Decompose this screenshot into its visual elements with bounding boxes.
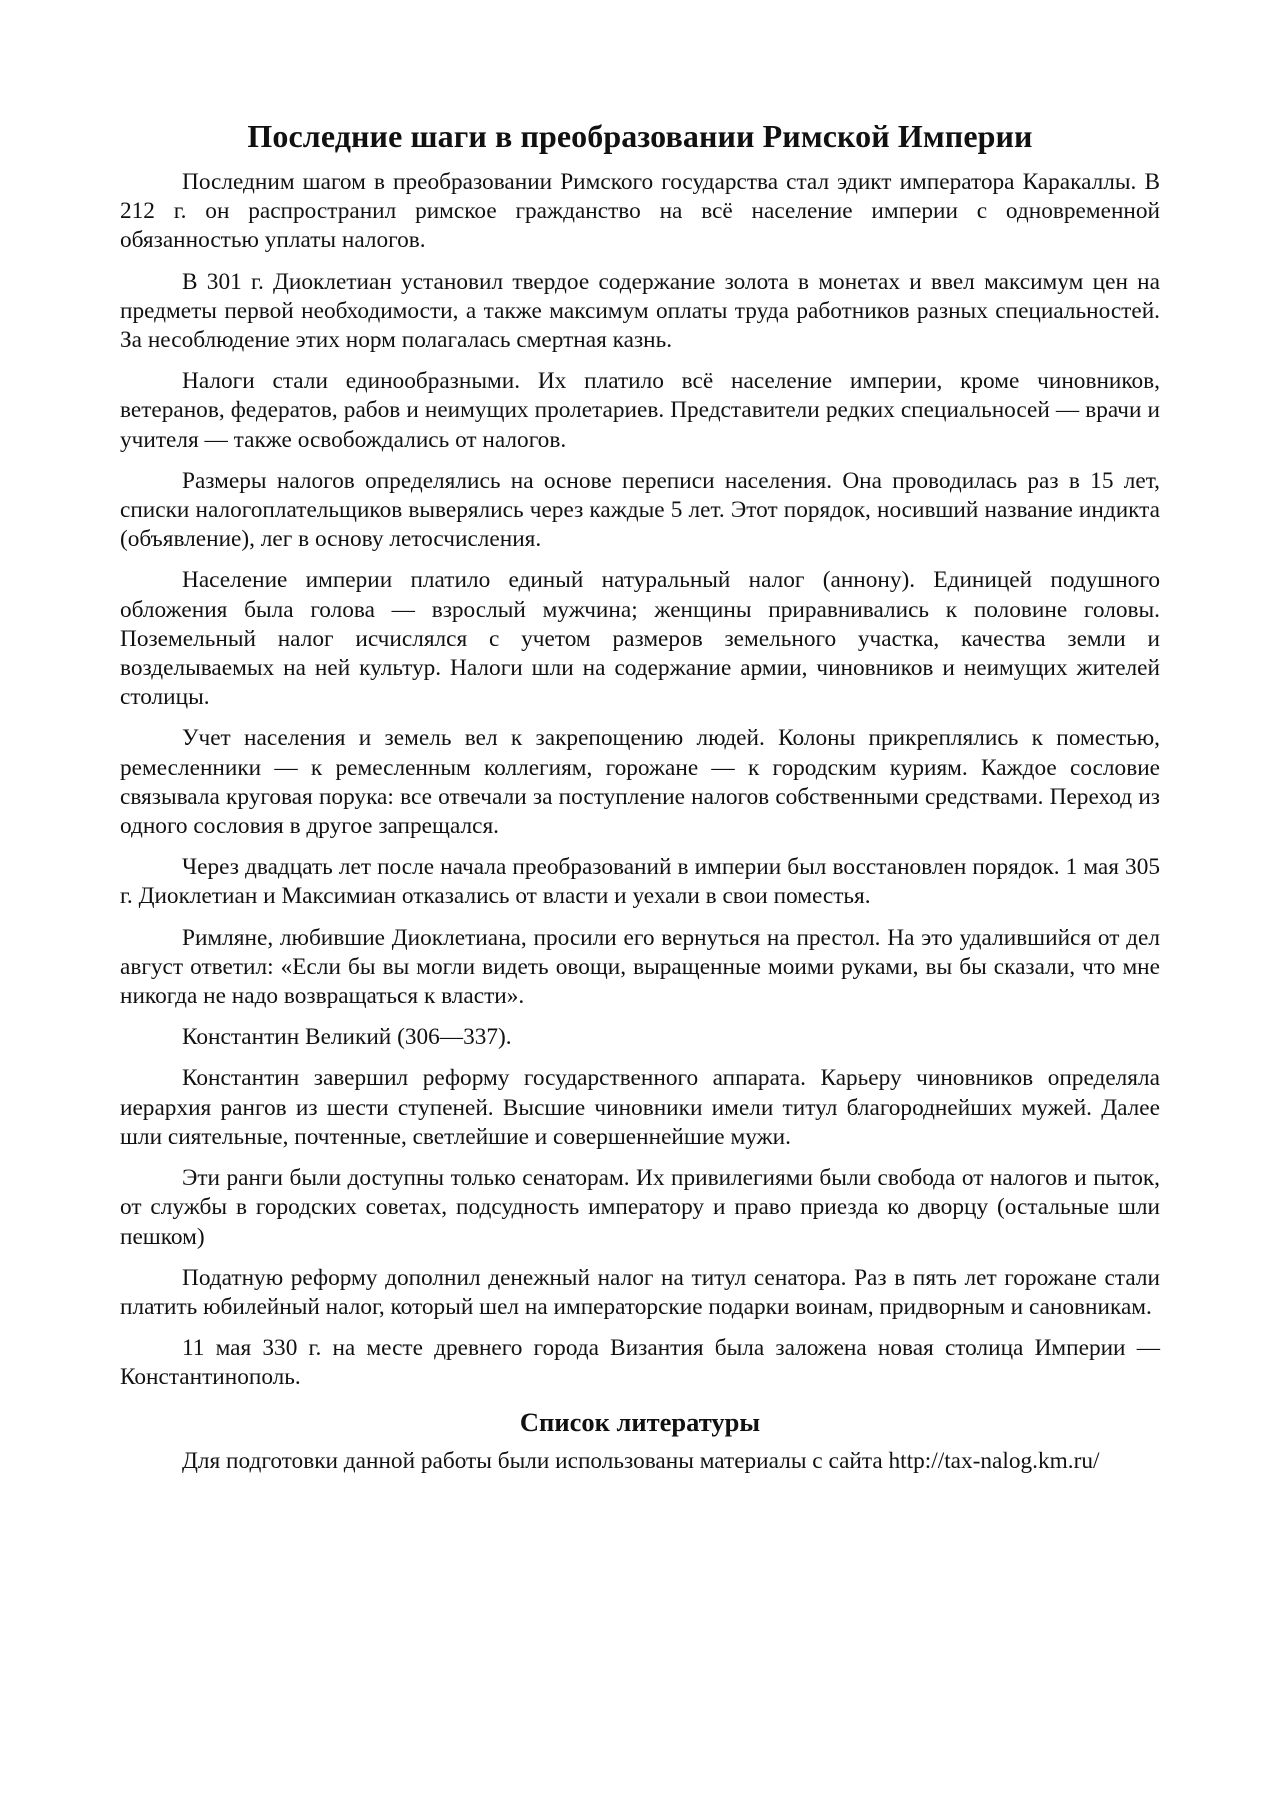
paragraph: 11 мая 330 г. на месте древнего города Византия была заложена новая столица Империи — Константинополь. [120,1335,1160,1391]
paragraph: Податную реформу дополнил денежный налог на титул сенатора. Раз в пять лет горожане стали платить юбилейный налог, который шел на императорские подарки воинам, придворным и сановникам. [120,1264,1160,1320]
paragraph: Налоги стали единообразными. Их платило всё население империи, кроме чиновников, ветеранов, федератов, рабов и неимущих пролетариев. Представители редких специальносей — врачи и учителя — также освобождались от налогов. [120,368,1160,453]
bibliography-title: Список литературы [519,1406,761,1437]
paragraph: Эти ранги были доступны только сенаторам. Их привилегиями были свобода от налогов и пыток, от службы в городских советах, подсудность императору и право приезда ко дворцу (остальные шли пешком) [120,1165,1160,1250]
paragraph: Константин завершил реформу государственного аппарата. Карьеру чиновников определяла иерархия рангов из шести ступеней. Высшие чиновники имели титул благороднейших мужей. Далее шли сиятельные, почтенные, светлейшие и совершеннейшие мужи. [120,1065,1160,1150]
paragraph: Размеры налогов определялись на основе переписи населения. Она проводилась раз в 15 лет, списки налогоплательщиков выверялись через каждые 5 лет. Этот порядок, носивший название индикта (объявление), лег в основу летосчисления. [120,467,1160,553]
paragraph: В 301 г. Диоклетиан установил твердое содержание золота в монетах и ввел максимум цен на предметы первой необходимости, а также максимум оплаты труда работников разных специальностей. За несоблюдение этих норм полагалась смертная казнь. [120,268,1160,354]
paragraph: Население империи платило единый натуральный налог (аннону). Единицей подушного обложения была голова — взрослый мужчина; женщины приравнивались к половине головы. Поземельный налог исчислялся с учетом размеров земельного участка, качества земли и возделываемых на ней культур. Налоги шли на содержание армии, чиновников и неимущих жителей столицы. [120,567,1160,711]
document-body [120,116,1160,1488]
paragraph: Римляне, любившие Диоклетиана, просили его вернуться на престол. На это удалившийся от дел август ответил: «Если бы вы могли видеть овощи, выращенные моими руками, вы бы сказали, что мне никогда не надо возвращаться к власти». [120,924,1160,1010]
paragraph: Последним шагом в преобразовании Римского государства стал эдикт императора Каракаллы. В 212 г. он распространил римское гражданство на всё население империи с одновременной обязанностью уплаты налогов. [120,169,1160,254]
document-title: Последние шаги в преобразовании Римской Империи [247,118,1033,154]
bibliography-paragraph: Для подготовки данной работы были использованы материалы с сайта http://tax-nalog.km.ru/ [182,1447,1100,1474]
paragraph: Учет населения и земель вел к закрепощению людей. Колоны прикреплялись к поместью, ремесленники — к ремесленным коллегиям, горожане — к городским куриям. Каждое сословие связывала круговая порука: все отвечали за поступление налогов собственными средствами. Переход из одного сословия в другое запрещался. [120,725,1160,840]
paragraph: Через двадцать лет после начала преобразований в империи был восстановлен порядок. 1 мая 305 г. Диоклетиан и Максимиан отказались от власти и уехали в свои поместья. [120,854,1160,910]
paragraph: Константин Великий (306—337). [182,1024,512,1051]
